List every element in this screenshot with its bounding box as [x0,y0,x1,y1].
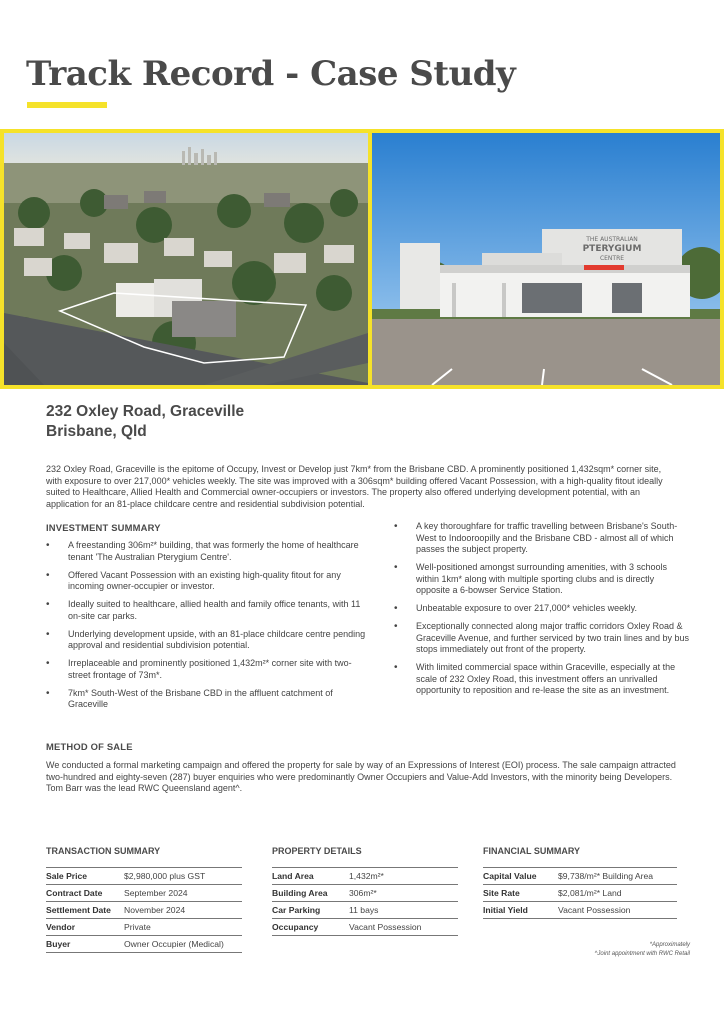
table-row [272,902,458,919]
list-item: • 7km* South-West of the Brisbane CBD in the affluent catchment of Graceville [46,688,372,711]
row-value: Vacant Possession [558,905,631,915]
row-value: Private [124,922,151,932]
footnote-joint-appointment: ^Joint appointment with RWC Retail [594,951,690,957]
table-row [272,885,458,902]
investment-summary-heading: INVESTMENT SUMMARY [46,522,161,533]
row-value: September 2024 [124,888,188,898]
aerial-photo-image [4,133,368,385]
building-photo-image [372,133,720,385]
row-label: Land Area [272,871,314,881]
transaction-summary-heading: TRANSACTION SUMMARY [46,846,161,856]
aerial-photo [4,133,368,385]
list-item: • Exceptionally connected along major traffic corridors Oxley Road & Graceville Avenue, and further serviced by two train lines and by bus stops immediately out front of the property. [394,621,690,656]
row-value: November 2024 [124,905,186,915]
list-item: • Ideally suited to healthcare, allied health and family office tenants, with 11 on-site car parks. [46,599,372,622]
photo-strip [0,129,724,389]
row-label: Site Rate [483,888,520,898]
row-value: $2,980,000 plus GST [124,871,206,881]
list-item: • Well-positioned amongst surrounding amenities, with 3 schools within 1km* along with multiple sporting clubs and is directly opposite a 6-bowser Service Station. [394,562,690,597]
row-label: Capital Value [483,871,537,881]
row-label: Vendor [46,922,76,932]
row-value: Owner Occupier (Medical) [124,939,224,949]
list-item: • Irreplaceable and prominently positioned 1,432m²* corner site with two-street frontage of 73m*. [46,658,372,681]
row-value: 306m²* [349,888,377,898]
address-line2: Brisbane, Qld [46,423,147,440]
building-photo [372,133,720,385]
table-row [483,902,677,919]
property-details-table [272,846,458,936]
financial-summary-heading: FINANCIAL SUMMARY [483,846,580,856]
method-of-sale-heading: METHOD OF SALE [46,741,133,752]
financial-summary-table [483,846,677,919]
row-value: Vacant Possession [349,922,422,932]
table-row [272,919,458,936]
list-item: • Offered Vacant Possession with an existing high-quality fitout for any incoming owner-occupier or investor. [46,570,372,593]
table-row [46,919,242,936]
intro-paragraph: 232 Oxley Road, Graceville is the epitome of Occupy, Invest or Develop just 7km* from the Brisbane CBD. A prominently positioned 1,432sqm* corner site, with exposure to over 217,000* vehicles weekly. The site was improved with a 306sqm* building offered Vacant Possession, with a high-quality fitout ideally suited to Healthcare, Allied Health and Commercial owner-occupiers or investors. The property also offered underlying development potential, with an application for an 81-place childcare centre and residential subdivision potential. [46,464,663,509]
method-of-sale-text: We conducted a formal marketing campaign and offered the property for sale by way of an Expressions of Interest (EOI) process. The sale campaign attracted two-hundred and eighty-seven (287) buyer enquiries who were predominantly Owner Occupiers and Value-Add Investors, with the minority being Developers. Tom Barr was the lead RWC Queensland agent^. [46,760,676,794]
table-row [272,868,458,885]
list-item: • Unbeatable exposure to over 217,000* vehicles weekly. [394,603,690,615]
row-label: Settlement Date [46,905,111,915]
investment-summary-left-list [46,540,372,717]
row-label: Sale Price [46,871,88,881]
property-details-heading: PROPERTY DETAILS [272,846,362,856]
row-value: 11 bays [349,905,379,915]
row-value: $2,081/m²* Land [558,888,622,898]
table-row [483,868,677,885]
investment-summary-right-list [394,521,690,703]
footnotes [595,941,690,959]
row-value: $9,738/m²* Building Area [558,871,654,881]
row-label: Initial Yield [483,905,528,915]
table-row [46,868,242,885]
table-row [46,902,242,919]
table-row [46,885,242,902]
footnote-approximately: *Approximately [649,942,690,948]
row-label: Building Area [272,888,328,898]
row-label: Buyer [46,939,71,949]
row-label: Occupancy [272,922,319,932]
list-item: • With limited commercial space within Graceville, especially at the scale of 232 Oxley Road, this investment offers an unrivalled opportunity to reposition and re-lease the site as an investment. [394,662,690,697]
property-address [46,402,244,442]
row-label: Contract Date [46,888,103,898]
page-title: Track Record - Case Study [26,54,516,94]
row-value: 1,432m²* [349,871,384,881]
table-row [483,885,677,902]
transaction-summary-table [46,846,242,953]
sign-line2: PTERYGIUM [582,244,642,254]
address-line1: 232 Oxley Road, Graceville [46,403,245,420]
sign-line1: THE AUSTRALIAN [586,236,638,243]
table-row [46,936,242,953]
row-label: Car Parking [272,905,321,915]
title-underline [27,102,107,108]
list-item: • Underlying development upside, with an 81-place childcare centre pending approval and residential subdivision potential. [46,629,372,652]
list-item: • A freestanding 306m²* building, that was formerly the home of healthcare tenant 'The Australian Pterygium Centre'. [46,540,372,563]
list-item: • A key thoroughfare for traffic travelling between Brisbane's South-West to Indooroopilly and the Brisbane CBD - almost all of which passes the subject property. [394,521,690,556]
sign-line3: CENTRE [599,255,625,262]
